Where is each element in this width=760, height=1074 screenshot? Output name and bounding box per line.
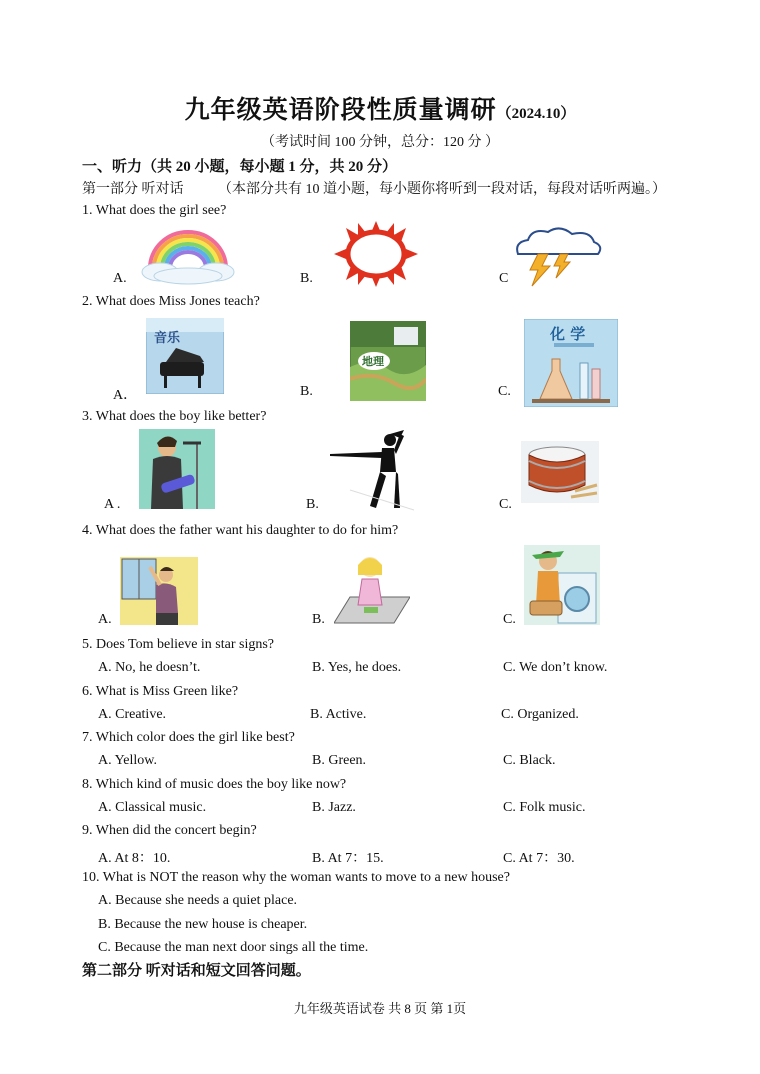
option-label: A . [104, 497, 121, 512]
question-8: 8. Which kind of music does the boy like now? [82, 777, 347, 792]
option-label: B. [306, 497, 319, 512]
part1-label: 第一部分 听对话 [82, 182, 184, 197]
option-label: B. [300, 384, 313, 399]
chemistry-book-title: 化 学 [550, 325, 586, 343]
option-label: C. [499, 497, 512, 512]
rainbow-icon [140, 226, 236, 286]
option-label: C. [503, 612, 516, 627]
question-7: 7. Which color does the girl like best? [82, 730, 295, 745]
question-1: 1. What does the girl see? [82, 203, 227, 218]
question-10: 10. What is NOT the reason why the woman wants to move to a new house? [82, 870, 510, 885]
option-label: A． [113, 388, 138, 403]
question-5: 5. Does Tom believe in star signs? [82, 637, 275, 652]
chemistry-book-icon [524, 319, 618, 407]
option-label: C. [498, 384, 511, 399]
option-a: A. Classical music. [98, 800, 207, 815]
title-date: （2024.10） [496, 106, 576, 122]
option-a: A. No, he doesn’t. [98, 660, 201, 675]
option-c: C. Organized. [501, 707, 579, 722]
option-c: C. At 7：30. [503, 851, 575, 866]
option-b: B. At 7：15. [312, 851, 384, 866]
music-book-icon [146, 318, 224, 394]
question-9: 9. When did the concert begin? [82, 823, 257, 838]
option-c: C. We don’t know. [503, 660, 608, 675]
option-label: C [499, 271, 509, 286]
option-a: A. Because she needs a quiet place. [98, 893, 298, 908]
dancer-silhouette-icon [330, 430, 422, 512]
page-footer: 九年级英语试卷 共 8 页 第 1页 [293, 1001, 467, 1016]
geography-book-icon [350, 321, 426, 401]
option-c: C. Folk music. [503, 800, 586, 815]
geography-book-title: 地理 [362, 355, 384, 368]
option-a: A. Creative. [98, 707, 167, 722]
question-2: 2. What does Miss Jones teach? [82, 294, 260, 309]
option-b: B. Yes, he does. [312, 660, 402, 675]
option-label: A. [98, 612, 112, 627]
wash-clothes-icon [524, 545, 600, 625]
question-6: 6. What is Miss Green like? [82, 684, 239, 699]
sweep-floor-icon [334, 553, 410, 625]
page-title [0, 90, 760, 126]
section-heading: 一、听力（共 20 小题，每小题 1 分，共 20 分） [82, 159, 398, 175]
exam-info: （考试时间 100 分钟，总分：120 分 ） [261, 135, 499, 150]
option-b: B. Jazz. [312, 800, 356, 815]
option-label: B. [300, 271, 313, 286]
question-3: 3. What does the boy like better? [82, 409, 267, 424]
part1-note: （本部分共有 10 道小题，每小题你将听到一段对话，每段对话听两遍。） [218, 182, 666, 197]
rock-singer-icon [139, 429, 215, 509]
music-book-title: 音乐 [154, 331, 181, 346]
title-main: 九年级英语阶段性质量调研 [184, 97, 497, 124]
option-c: C. Black. [503, 753, 556, 768]
option-label: A. [113, 271, 127, 286]
option-b: B. Active. [310, 707, 367, 722]
option-label: B. [312, 612, 325, 627]
drum-icon [521, 441, 599, 503]
option-a: A. At 8：10. [98, 851, 171, 866]
option-b: B. Green. [312, 753, 367, 768]
sun-icon [334, 221, 418, 287]
question-4: 4. What does the father want his daughter to do for him? [82, 523, 399, 538]
lightning-cloud-icon [510, 226, 604, 288]
clean-window-icon [120, 557, 198, 625]
option-a: A. Yellow. [98, 753, 157, 768]
part2-heading: 第二部分 听对话和短文回答问题。 [82, 963, 311, 979]
option-c: C. Because the man next door sings all the time. [98, 940, 369, 955]
option-b: B. Because the new house is cheaper. [98, 917, 308, 932]
